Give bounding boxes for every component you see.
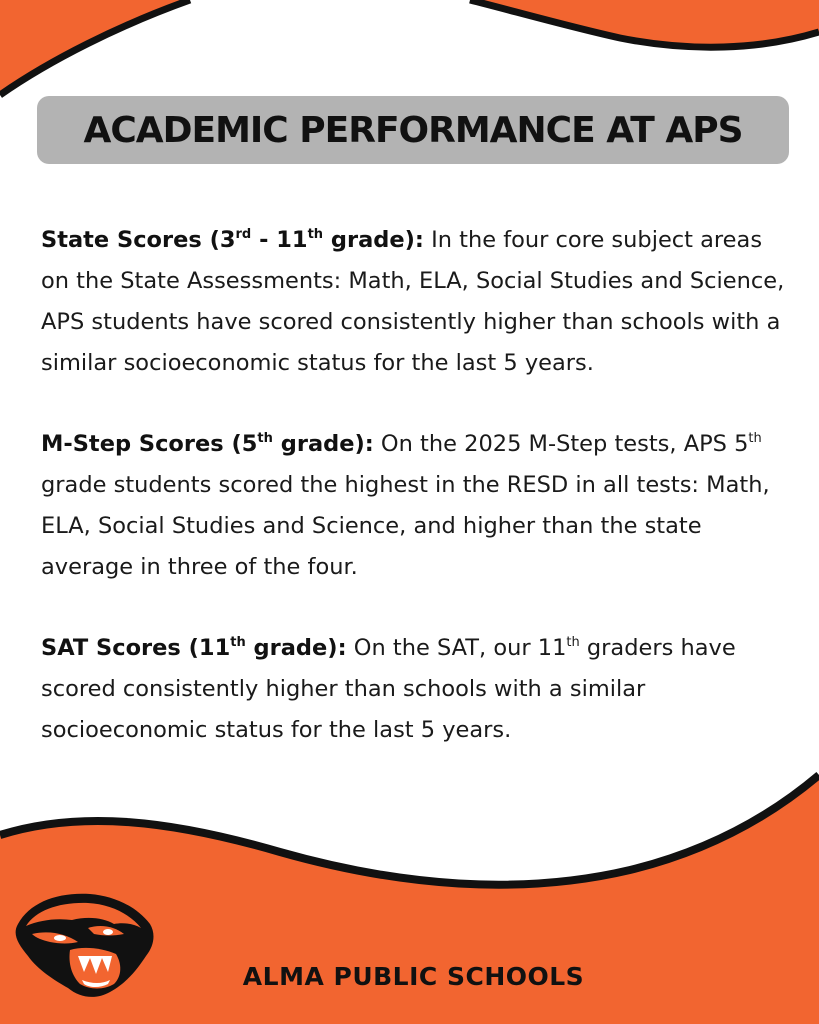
mstep-scores-text: On the 2025 M-Step tests, APS 5th grade students scored the highest in the RESD in all tests: Math, ELA, Social Studies and Science, and higher than the state average in three of the four.	[41, 431, 770, 580]
mstep-scores-label: M-Step Scores (5th grade):	[41, 431, 374, 457]
state-scores-text: In the four core subject areas on the State Assessments: Math, ELA, Social Studies and Science, APS students have scored consistently higher than schools with a similar socioeconomic status for the last 5 years.	[41, 227, 785, 376]
mstep-scores-paragraph	[41, 424, 791, 588]
title-banner	[37, 96, 789, 164]
school-name: ALMA PUBLIC SCHOOLS	[242, 962, 585, 991]
main-content	[41, 220, 791, 791]
sat-scores-paragraph	[41, 628, 791, 751]
page-title: ACADEMIC PERFORMANCE AT APS	[83, 109, 743, 151]
sat-scores-text: On the SAT, our 11th graders have scored consistently higher than schools with a similar socioeconomic status for the last 5 years.	[41, 635, 736, 743]
state-scores-paragraph	[41, 220, 791, 384]
sat-scores-label: SAT Scores (11th grade):	[41, 635, 347, 661]
state-scores-label: State Scores (3rd - 11th grade):	[41, 227, 424, 253]
